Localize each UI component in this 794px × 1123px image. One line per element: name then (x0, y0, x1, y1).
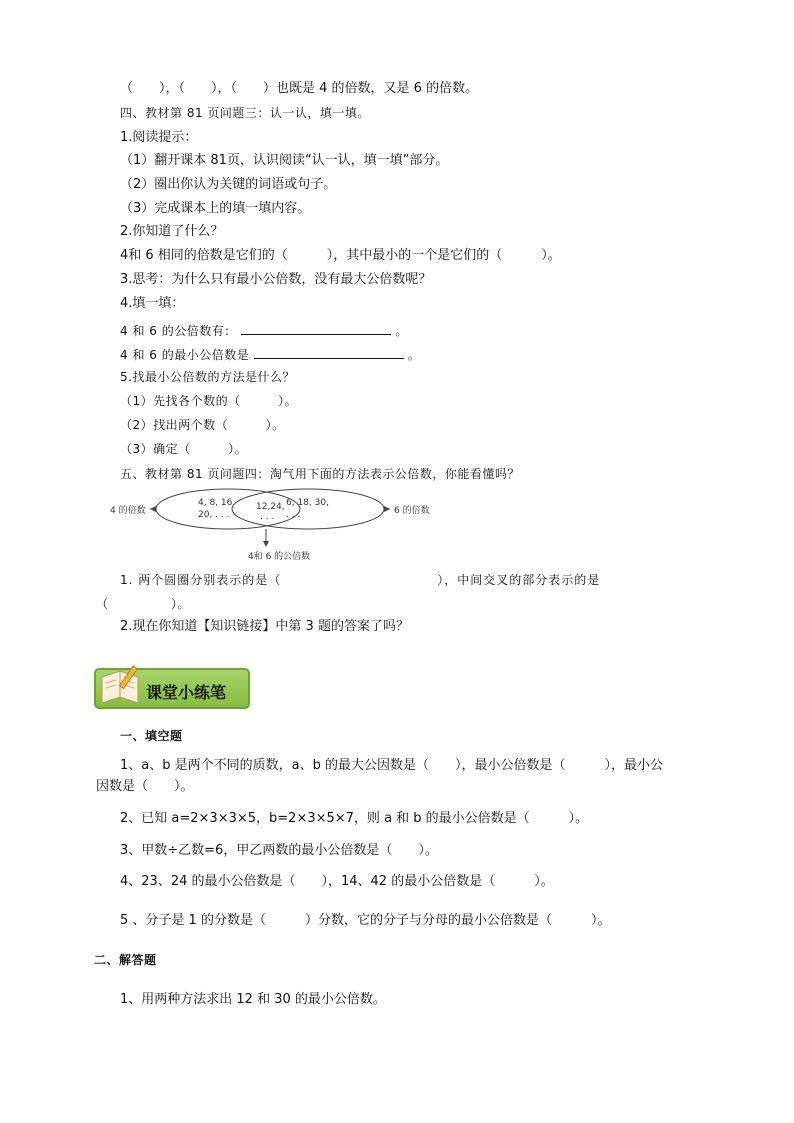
fill-in-period-1: 。 (395, 324, 408, 338)
section4-heading: 四、教材第 81 页问题三：认一认，填一填。 (120, 106, 370, 120)
fill-in-period-2: 。 (407, 348, 421, 362)
venn-diagram (110, 485, 430, 563)
reading-tip-3: （3）完成课本上的填一填内容。 (120, 201, 311, 216)
practice-item-2: 2、已知 a=2×3×3×5，b=2×3×5×7，则 a 和 b 的最小公倍数是（ ）。 (120, 811, 589, 826)
reading-tips-title: 1.阅读提示： (120, 130, 198, 145)
book-pencil-icon (98, 663, 148, 707)
venn-question-1-line2: （ ）。 (96, 597, 191, 611)
fill-in-lcm-label: 4 和 6 的最小公倍数是 (120, 348, 250, 362)
fill-blank-heading: 一、填空题 (120, 729, 183, 743)
venn-question-1-line1: 1. 两个圆圈分别表示的是（ ），中间交叉的部分表示的是 (120, 573, 601, 587)
venn-question-2: 2.现在你知道【知识链接】中第 3 题的答案了吗？ (120, 619, 409, 634)
practice-item-1-cont: 因数是（ ）。 (96, 779, 194, 794)
venn-left-label: 4 的倍数 (110, 506, 146, 516)
practice-item-4: 4、23、24 的最小公倍数是（ ），14、42 的最小公倍数是（ ）。 (120, 874, 554, 889)
practice-item-5: 5 、分子是 1 的分数是（ ）分数，它的分子与分母的最小公倍数是（ ）。 (120, 913, 611, 928)
venn-right-label: 6 的倍数 (394, 506, 430, 516)
method-step-3: （3）确定（ ）。 (120, 442, 248, 456)
intro-common-multiples-question: （ ），（ ），（ ）也既是 4 的倍数，又是 6 的倍数。 (120, 81, 479, 96)
common-multiples-blank[interactable] (241, 320, 391, 335)
down-arrow-icon (263, 541, 269, 547)
fill-in-common-multiples-label: 4 和 6 的公倍数有： (120, 324, 237, 338)
left-arrow-icon (150, 506, 156, 512)
right-set-line2: . . . (286, 510, 301, 520)
venn-bottom-label: 4和 6 的公倍数 (248, 552, 311, 562)
fill-in-title: 4.填一填： (120, 296, 185, 311)
practice-banner (94, 663, 250, 709)
practice-item-1: 1、a、b 是两个不同的质数，a、b 的最大公因数是（ ），最小公倍数是（ ），最小公 (120, 758, 663, 773)
banner-title: 课堂小练笔 (146, 683, 227, 702)
right-set-line1: 6, 18, 30, (286, 498, 329, 508)
solve-item-1: 1、用两种方法求出 12 和 30 的最小公倍数。 (120, 992, 386, 1007)
left-set-line2: 20, . . . (198, 510, 230, 520)
method-title: 5.找最小公倍数的方法是什么？ (120, 370, 295, 384)
what-you-know-text: 4和 6 相同的倍数是它们的（ ），其中最小的一个是它们的（ ）。 (120, 248, 561, 263)
fill-in-lcm (120, 344, 420, 364)
reading-tip-1: （1）翻开课本 81页，认识阅读“认一认，填一填”部分。 (120, 153, 449, 168)
lcm-blank[interactable] (254, 344, 404, 359)
what-you-know-title: 2.你知道了什么？ (120, 224, 224, 239)
venn-right-ellipse (232, 489, 384, 529)
reading-tip-2: （2）圈出你认为关键的词语或句子。 (120, 177, 337, 192)
solve-heading: 二、解答题 (94, 953, 157, 967)
middle-set-values: 12,24, (256, 502, 285, 512)
think-question: 3.思考：为什么只有最小公倍数，没有最大公倍数呢？ (120, 272, 432, 287)
middle-set-dots: . . . (260, 512, 275, 522)
method-step-1: （1）先找各个数的（ ）。 (120, 394, 298, 408)
fill-in-common-multiples (120, 320, 408, 340)
left-set-line1: 4, 8, 16, (198, 498, 236, 508)
section5-heading: 五、教材第 81 页问题四：淘气用下面的方法表示公倍数，你能看懂吗？ (120, 467, 520, 481)
method-step-2: （2）找出两个数（ ）。 (120, 418, 285, 432)
practice-item-3: 3、甲数÷乙数=6，甲乙两数的最小公倍数是（ ）。 (120, 843, 438, 858)
right-arrow-icon (384, 506, 390, 512)
